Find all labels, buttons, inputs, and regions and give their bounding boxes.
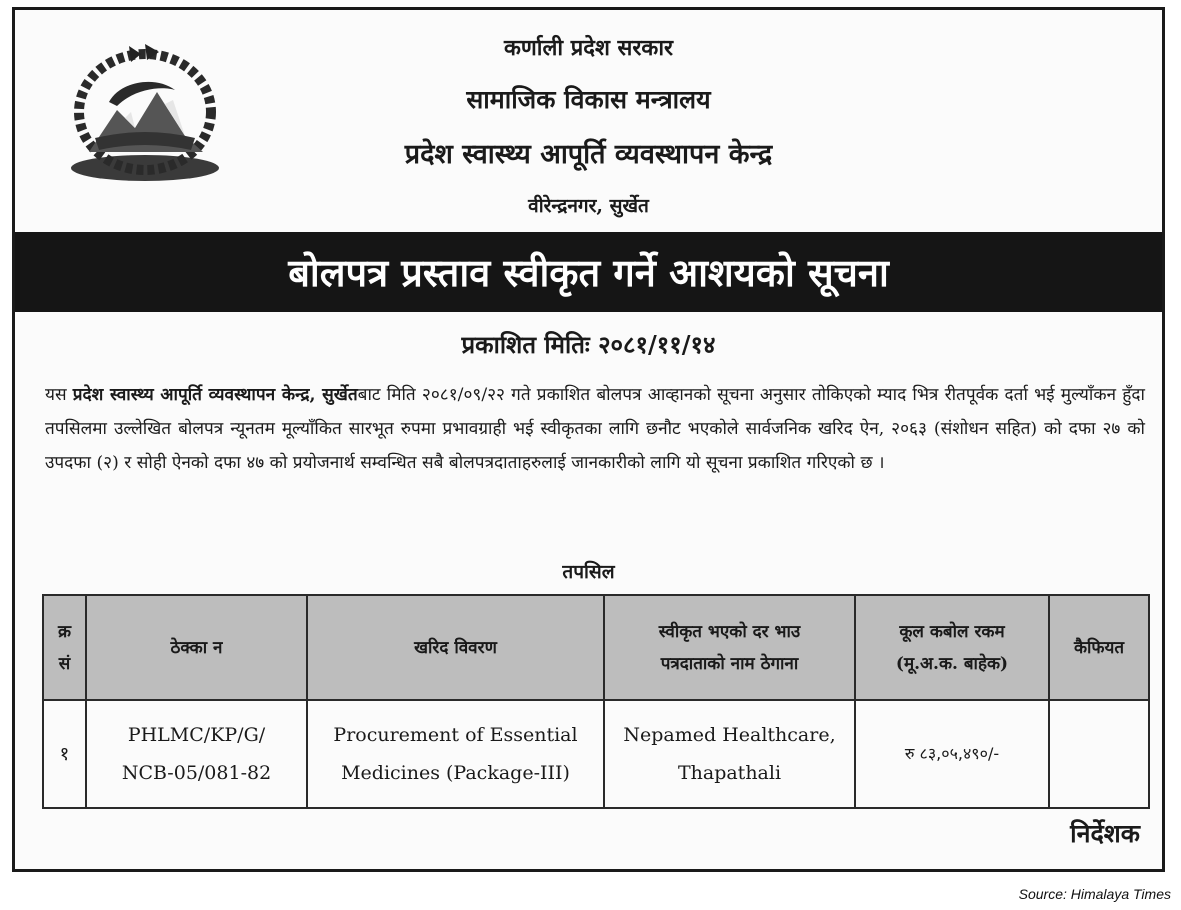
header-bidder: स्वीकृत भएको दर भाउ पत्रदाताको नाम ठेगाना: [604, 595, 855, 700]
table-row: [43, 700, 1149, 808]
header-amount: कूल कबोल रकम (मू.अ.क. बाहेक): [855, 595, 1049, 700]
notice-title-banner: [15, 232, 1162, 312]
table-header-row: [43, 595, 1149, 700]
header-remarks: कैफियत: [1049, 595, 1149, 700]
notice-body: [45, 378, 1145, 480]
office-name: प्रदेश स्वास्थ्य आपूर्ति व्यवस्थापन केन्द्र: [404, 139, 773, 170]
body-office-bold: प्रदेश स्वास्थ्य आपूर्ति व्यवस्थापन केन्द्र, सुर्खेत: [72, 385, 358, 405]
cell-remarks: [1049, 700, 1149, 808]
body-rest: बाट मिति २०८१/०९/२२ गते प्रकाशित बोलपत्र आव्हानको सूचना अनुसार तोकिएको म्याद भित्र रीतपूर्वक दर्ता भई मुल्याँकन हुँदा तपसिलमा उल्लेखित बोलपत्र न्यूनतम मूल्याँकित सारभूत रुपमा प्रभावग्राही भई स्वीकृतका लागि छनौट भएकोले सार्वजनिक खरिद ऐन, २०६३ (संशोधन सहित) को दफा २७ को उपदफा (२) र सोही ऐनको दफा ४७ को प्रयोजनार्थ सम्वन्धित सबै बोलपत्रदाताहरुलाई जानकारीको लागि यो सूचना प्रकाशित गरिएको छ ।: [45, 385, 1145, 473]
cell-amount: रु ८३,०५,४९०/-: [855, 700, 1049, 808]
source-credit: Source: Himalaya Times: [1018, 886, 1171, 902]
cell-serial: १: [43, 700, 86, 808]
header-contract-no: ठेक्का न: [86, 595, 307, 700]
award-table: [42, 594, 1150, 809]
body-lead: यस: [45, 385, 73, 405]
cell-description: Procurement of Essential Medicines (Package-III): [307, 700, 604, 808]
cell-contract-no: PHLMC/KP/G/ NCB-05/081-82: [86, 700, 307, 808]
notice-document: [12, 7, 1165, 872]
schedule-heading: तपसिल: [562, 561, 615, 583]
header-serial: क्र सं: [43, 595, 86, 700]
govt-name: कर्णाली प्रदेश सरकार: [503, 35, 674, 61]
cell-bidder: Nepamed Healthcare, Thapathali: [604, 700, 855, 808]
header-description: खरिद विवरण: [307, 595, 604, 700]
published-date: प्रकाशित मितिः २०८१/११/१४: [461, 330, 716, 359]
notice-title: बोलपत्र प्रस्ताव स्वीकृत गर्ने आशयको सूचना: [288, 250, 889, 295]
ministry-name: सामाजिक विकास मन्त्रालय: [466, 85, 711, 114]
office-address: वीरेन्द्रनगर, सुर्खेत: [528, 195, 649, 217]
signer-title: निर्देशक: [1070, 819, 1140, 848]
